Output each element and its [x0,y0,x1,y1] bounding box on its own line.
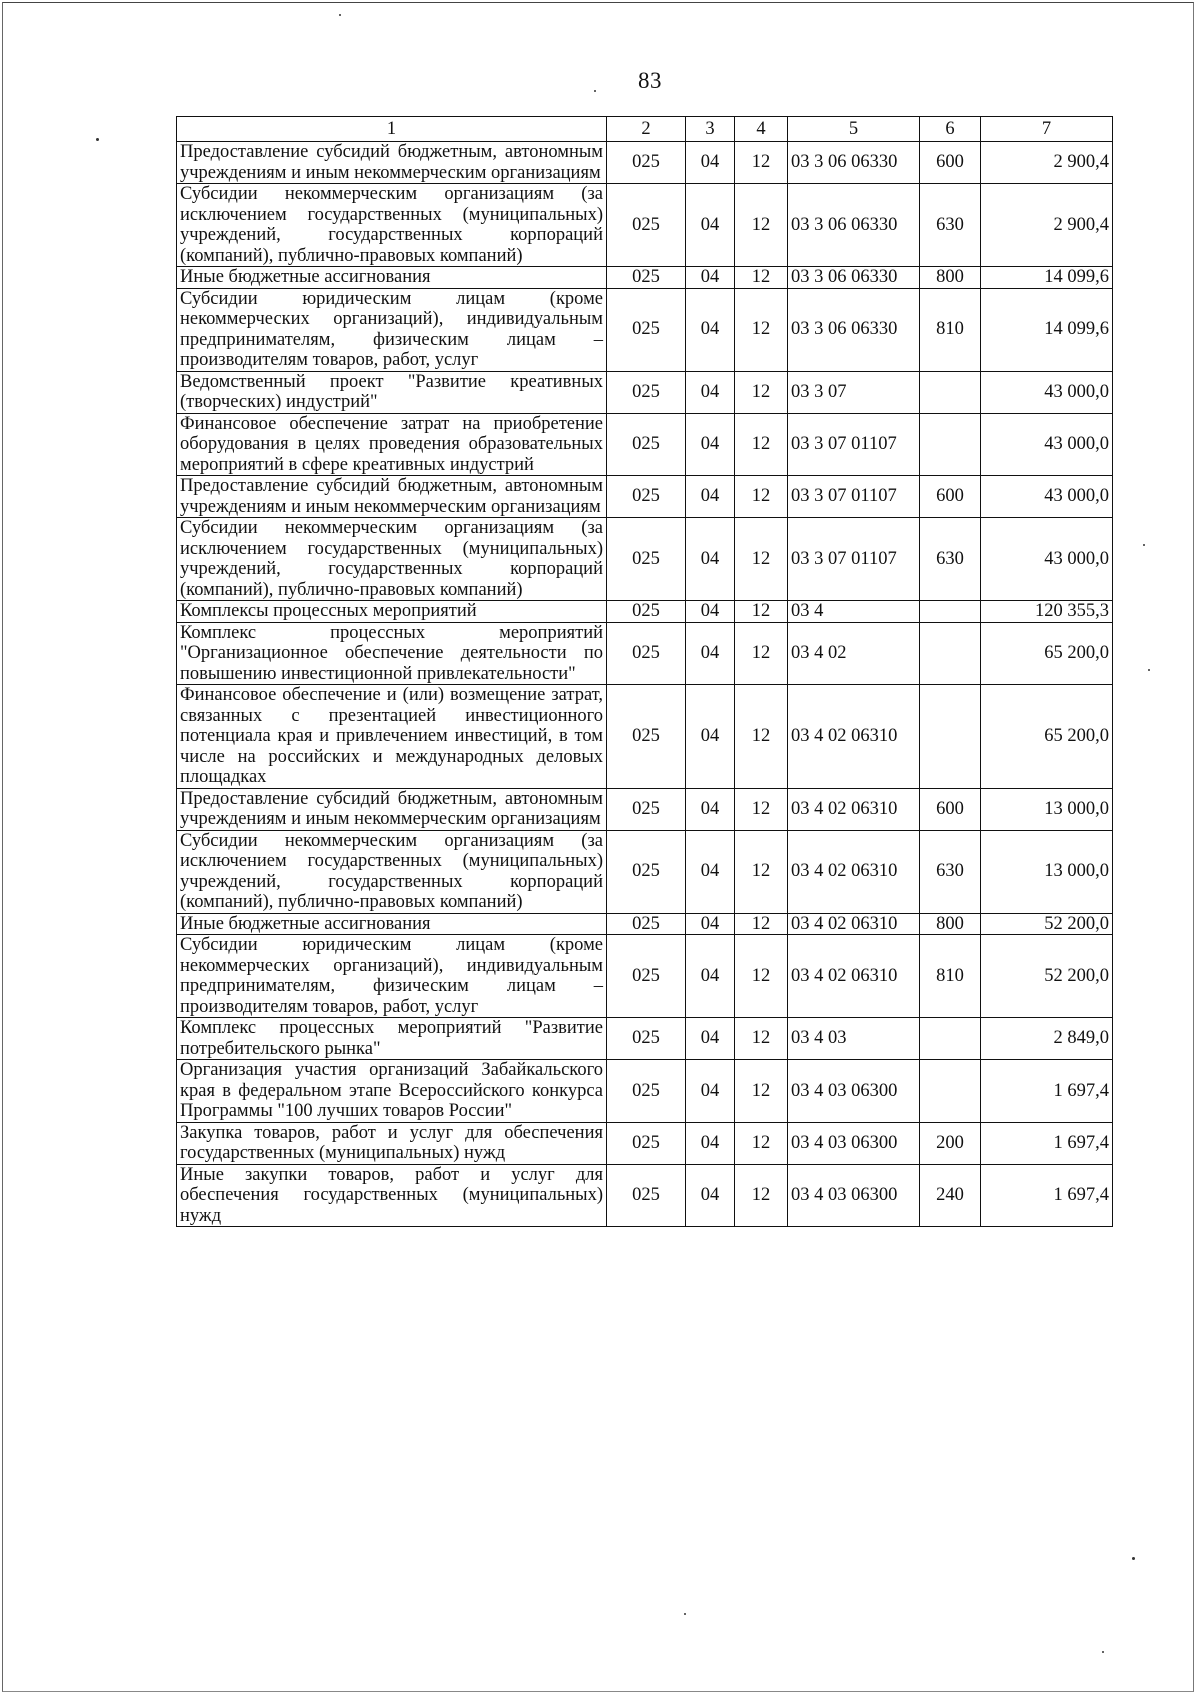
row-col3-cell: 04 [686,288,735,371]
row-col6-cell [920,1018,981,1060]
scan-speck [1102,1651,1104,1653]
row-col4-cell: 12 [735,1060,788,1123]
row-col2-cell: 025 [607,476,686,518]
row-col7-cell: 13 000,0 [981,830,1113,913]
row-col7-cell: 1 697,4 [981,1164,1113,1227]
row-col6-cell: 630 [920,184,981,267]
row-col6-cell: 200 [920,1122,981,1164]
page-number: 83 [638,68,662,93]
row-col2-cell: 025 [607,142,686,184]
row-col4-cell: 12 [735,830,788,913]
row-col6-cell [920,622,981,685]
budget-table [176,116,1113,1227]
row-col2-cell: 025 [607,413,686,476]
row-col7-cell: 43 000,0 [981,476,1113,518]
scan-speck [684,1613,686,1615]
row-col6-cell [920,1060,981,1123]
row-name-cell: Финансовое обеспечение затрат на приобретение оборудования в целях проведения образовательных мероприятий в сфере креативных индустрий [177,413,607,476]
row-col5-cell: 03 4 02 06310 [788,685,920,789]
row-col5-cell: 03 4 02 06310 [788,913,920,935]
row-col7-cell: 65 200,0 [981,622,1113,685]
row-col3-cell: 04 [686,1122,735,1164]
row-col4-cell: 12 [735,935,788,1018]
row-col6-cell [920,601,981,623]
table-row [177,518,1113,601]
row-col3-cell: 04 [686,518,735,601]
row-col6-cell: 240 [920,1164,981,1227]
row-name-cell: Предоставление субсидий бюджетным, автономным учреждениям и иным некоммерческим организациям [177,788,607,830]
table-row [177,1122,1113,1164]
row-col2-cell: 025 [607,1164,686,1227]
row-col4-cell: 12 [735,518,788,601]
row-col6-cell: 800 [920,267,981,289]
row-col7-cell: 65 200,0 [981,685,1113,789]
table-row [177,622,1113,685]
row-col5-cell: 03 4 [788,601,920,623]
row-col6-cell: 800 [920,913,981,935]
row-col5-cell: 03 3 06 06330 [788,288,920,371]
row-col5-cell: 03 3 07 01107 [788,413,920,476]
row-col3-cell: 04 [686,913,735,935]
row-col5-cell: 03 3 06 06330 [788,184,920,267]
row-col2-cell: 025 [607,913,686,935]
row-col5-cell: 03 4 03 06300 [788,1122,920,1164]
row-col2-cell: 025 [607,601,686,623]
row-col6-cell [920,685,981,789]
row-name-cell: Субсидии некоммерческим организациям (за исключением государственных (муниципальных) учреждений, государственных корпораций (компаний), публично-правовых компаний) [177,830,607,913]
row-col3-cell: 04 [686,685,735,789]
row-col4-cell: 12 [735,601,788,623]
table-row [177,413,1113,476]
row-name-cell: Иные бюджетные ассигнования [177,267,607,289]
row-col3-cell: 04 [686,142,735,184]
row-col2-cell: 025 [607,935,686,1018]
row-name-cell: Предоставление субсидий бюджетным, автономным учреждениям и иным некоммерческим организациям [177,476,607,518]
row-col5-cell: 03 4 02 06310 [788,830,920,913]
row-col2-cell: 025 [607,518,686,601]
table-row [177,788,1113,830]
row-col4-cell: 12 [735,913,788,935]
row-col7-cell: 1 697,4 [981,1122,1113,1164]
row-col4-cell: 12 [735,413,788,476]
table-row [177,1164,1113,1227]
row-col7-cell: 43 000,0 [981,371,1113,413]
row-col7-cell: 120 355,3 [981,601,1113,623]
table-row [177,601,1113,623]
table-row [177,913,1113,935]
row-col7-cell: 2 849,0 [981,1018,1113,1060]
table-row [177,288,1113,371]
row-col3-cell: 04 [686,184,735,267]
row-col6-cell [920,413,981,476]
row-col6-cell: 810 [920,288,981,371]
row-name-cell: Субсидии юридическим лицам (кроме некоммерческих организаций), индивидуальным предпринимателям, физическим лицам – производителям товаров, работ, услуг [177,935,607,1018]
table-header-row [177,117,1113,142]
row-col4-cell: 12 [735,788,788,830]
row-col2-cell: 025 [607,184,686,267]
row-col4-cell: 12 [735,685,788,789]
row-col2-cell: 025 [607,622,686,685]
column-header-6: 6 [920,117,981,142]
row-name-cell: Организация участия организаций Забайкальского края в федеральном этапе Всероссийского конкурса Программы "100 лучших товаров России" [177,1060,607,1123]
table-row [177,685,1113,789]
row-col5-cell: 03 4 02 06310 [788,788,920,830]
row-col5-cell: 03 3 07 01107 [788,518,920,601]
table-row [177,371,1113,413]
row-col2-cell: 025 [607,830,686,913]
row-col3-cell: 04 [686,601,735,623]
row-col6-cell: 600 [920,142,981,184]
scan-speck [339,14,341,16]
table-row [177,476,1113,518]
row-col4-cell: 12 [735,1122,788,1164]
row-col4-cell: 12 [735,1018,788,1060]
row-col6-cell: 630 [920,518,981,601]
row-name-cell: Субсидии юридическим лицам (кроме некоммерческих организаций), индивидуальным предпринимателям, физическим лицам – производителям товаров, работ, услуг [177,288,607,371]
row-col7-cell: 14 099,6 [981,267,1113,289]
row-col6-cell: 630 [920,830,981,913]
table-row [177,935,1113,1018]
row-col4-cell: 12 [735,1164,788,1227]
row-col7-cell: 43 000,0 [981,413,1113,476]
row-col4-cell: 12 [735,267,788,289]
row-col5-cell: 03 4 02 [788,622,920,685]
table-body [177,142,1113,1227]
row-col5-cell: 03 4 03 06300 [788,1060,920,1123]
column-header-2: 2 [607,117,686,142]
column-header-3: 3 [686,117,735,142]
column-header-5: 5 [788,117,920,142]
row-col2-cell: 025 [607,1018,686,1060]
scan-speck [1132,1557,1135,1560]
row-name-cell: Предоставление субсидий бюджетным, автономным учреждениям и иным некоммерческим организациям [177,142,607,184]
row-col7-cell: 52 200,0 [981,935,1113,1018]
row-col7-cell: 52 200,0 [981,913,1113,935]
table-row [177,267,1113,289]
row-col5-cell: 03 3 06 06330 [788,267,920,289]
row-name-cell: Субсидии некоммерческим организациям (за исключением государственных (муниципальных) учреждений, государственных корпораций (компаний), публично-правовых компаний) [177,518,607,601]
row-name-cell: Иные закупки товаров, работ и услуг для обеспечения государственных (муниципальных) нужд [177,1164,607,1227]
table-row [177,142,1113,184]
row-col4-cell: 12 [735,142,788,184]
row-col7-cell: 13 000,0 [981,788,1113,830]
row-name-cell: Комплекс процессных мероприятий "Развитие потребительского рынка" [177,1018,607,1060]
row-name-cell: Иные бюджетные ассигнования [177,913,607,935]
row-col3-cell: 04 [686,1060,735,1123]
row-name-cell: Комплекс процессных мероприятий "Организационное обеспечение деятельности по повышению инвестиционной привлекательности" [177,622,607,685]
row-col2-cell: 025 [607,788,686,830]
row-col4-cell: 12 [735,288,788,371]
row-col5-cell: 03 3 07 01107 [788,476,920,518]
row-col5-cell: 03 4 03 06300 [788,1164,920,1227]
table-row [177,830,1113,913]
column-header-7: 7 [981,117,1113,142]
row-col7-cell: 1 697,4 [981,1060,1113,1123]
row-name-cell: Комплексы процессных мероприятий [177,601,607,623]
row-name-cell: Субсидии некоммерческим организациям (за исключением государственных (муниципальных) учреждений, государственных корпораций (компаний), публично-правовых компаний) [177,184,607,267]
row-col2-cell: 025 [607,1122,686,1164]
row-col5-cell: 03 4 03 [788,1018,920,1060]
row-col7-cell: 2 900,4 [981,184,1113,267]
table-row [177,1060,1113,1123]
row-col3-cell: 04 [686,935,735,1018]
scan-speck [96,138,99,141]
row-col3-cell: 04 [686,830,735,913]
row-col4-cell: 12 [735,476,788,518]
scan-speck [1148,669,1150,671]
column-header-4: 4 [735,117,788,142]
row-col2-cell: 025 [607,288,686,371]
row-col7-cell: 2 900,4 [981,142,1113,184]
row-col3-cell: 04 [686,622,735,685]
scan-speck [594,90,596,92]
row-col6-cell: 810 [920,935,981,1018]
row-col3-cell: 04 [686,1018,735,1060]
row-col6-cell [920,371,981,413]
row-col2-cell: 025 [607,371,686,413]
row-col3-cell: 04 [686,476,735,518]
row-name-cell: Закупка товаров, работ и услуг для обеспечения государственных (муниципальных) нужд [177,1122,607,1164]
row-col6-cell: 600 [920,476,981,518]
row-col2-cell: 025 [607,685,686,789]
row-col6-cell: 600 [920,788,981,830]
row-col5-cell: 03 3 06 06330 [788,142,920,184]
row-col3-cell: 04 [686,788,735,830]
row-name-cell: Ведомственный проект "Развитие креативных (творческих) индустрий" [177,371,607,413]
row-name-cell: Финансовое обеспечение и (или) возмещение затрат, связанных с презентацией инвестиционного потенциала края и привлечением инвестиций, в том числе на российских и международных деловых площадках [177,685,607,789]
row-col3-cell: 04 [686,371,735,413]
row-col7-cell: 14 099,6 [981,288,1113,371]
row-col7-cell: 43 000,0 [981,518,1113,601]
row-col3-cell: 04 [686,1164,735,1227]
row-col4-cell: 12 [735,371,788,413]
row-col2-cell: 025 [607,267,686,289]
row-col4-cell: 12 [735,622,788,685]
column-header-1: 1 [177,117,607,142]
table-row [177,184,1113,267]
row-col3-cell: 04 [686,267,735,289]
row-col5-cell: 03 4 02 06310 [788,935,920,1018]
row-col3-cell: 04 [686,413,735,476]
row-col2-cell: 025 [607,1060,686,1123]
scan-speck [1143,544,1145,546]
table-row [177,1018,1113,1060]
row-col5-cell: 03 3 07 [788,371,920,413]
row-col4-cell: 12 [735,184,788,267]
